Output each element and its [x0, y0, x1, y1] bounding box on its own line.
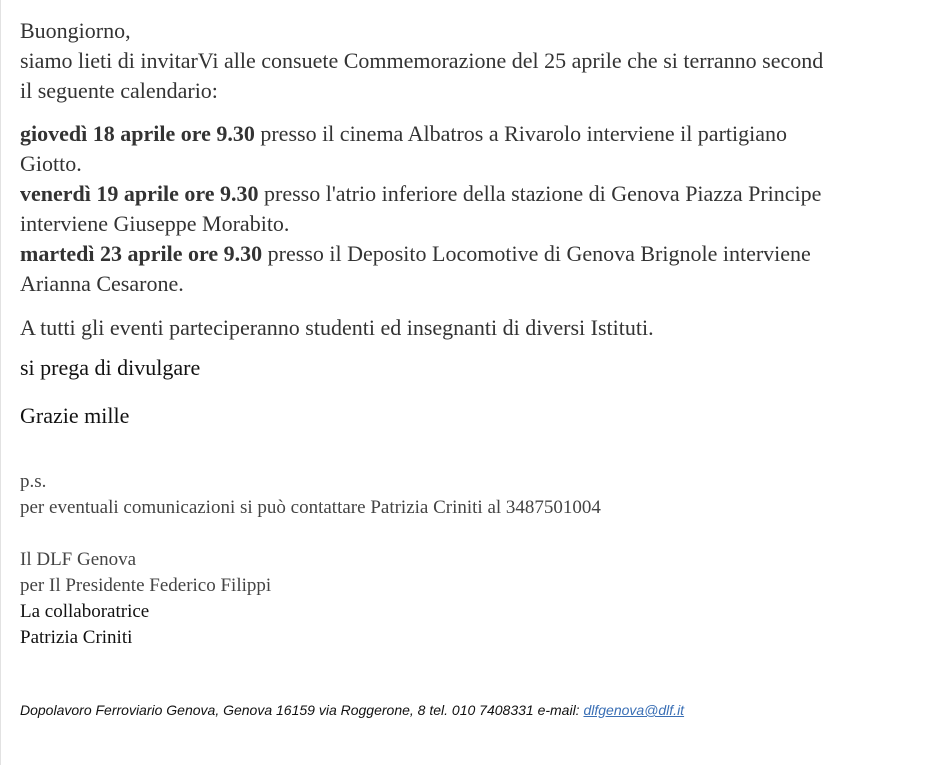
event-description-continued: interviene Giuseppe Morabito. — [20, 211, 290, 236]
event-item — [20, 119, 948, 179]
event-description-continued: Arianna Cesarone. — [20, 271, 184, 296]
event-description: presso l'atrio inferiore della stazione di Genova Piazza Principe — [258, 181, 822, 206]
email-body — [20, 16, 948, 651]
signature-role: La collaboratrice — [20, 601, 150, 622]
event-item — [20, 179, 948, 239]
greeting-block — [20, 16, 948, 106]
spacer — [20, 521, 948, 547]
event-item — [20, 239, 948, 299]
invitation-line: siamo lieti di invitarVi alle consuete Commemorazione del 25 aprile che si terranno second — [20, 48, 824, 73]
ps-block — [20, 469, 948, 651]
divulge-request: si prega di divulgare — [20, 355, 201, 380]
ps-label: p.s. — [20, 471, 47, 492]
signature-president: per Il Presidente Federico Filippi — [20, 575, 272, 596]
left-edge-border — [0, 0, 1, 765]
greeting-line: Buongiorno, — [20, 18, 131, 43]
signature-name: Patrizia Criniti — [20, 627, 133, 648]
event-description: presso il Deposito Locomotive di Genova Brignole interviene — [262, 241, 811, 266]
event-description: presso il cinema Albatros a Rivarolo interviene il partigiano — [254, 121, 787, 146]
event-description-continued: Giotto. — [20, 151, 82, 176]
footer-address — [20, 701, 684, 719]
ps-contact-text: per eventuali comunicazioni si può contattare Patrizia Criniti al 3487501004 — [20, 497, 601, 518]
events-list — [20, 119, 948, 299]
event-date: giovedì 18 aprile ore 9.30 — [20, 121, 255, 146]
footer-email-link[interactable]: dlfgenova@dlf.it — [583, 702, 685, 718]
participants-note: A tutti gli eventi parteciperanno studenti ed insegnanti di diversi Istituti. — [20, 315, 654, 340]
event-date: venerdì 19 aprile ore 9.30 — [20, 181, 259, 206]
calendar-intro-line: il seguente calendario: — [20, 78, 218, 103]
thanks-line: Grazie mille — [20, 403, 130, 428]
footer-text: Dopolavoro Ferroviario Genova, Genova 16159 via Roggerone, 8 tel. 010 7408331 e-mail: — [20, 702, 584, 718]
signature-org: Il DLF Genova — [20, 549, 137, 570]
event-date: martedì 23 aprile ore 9.30 — [20, 241, 263, 266]
